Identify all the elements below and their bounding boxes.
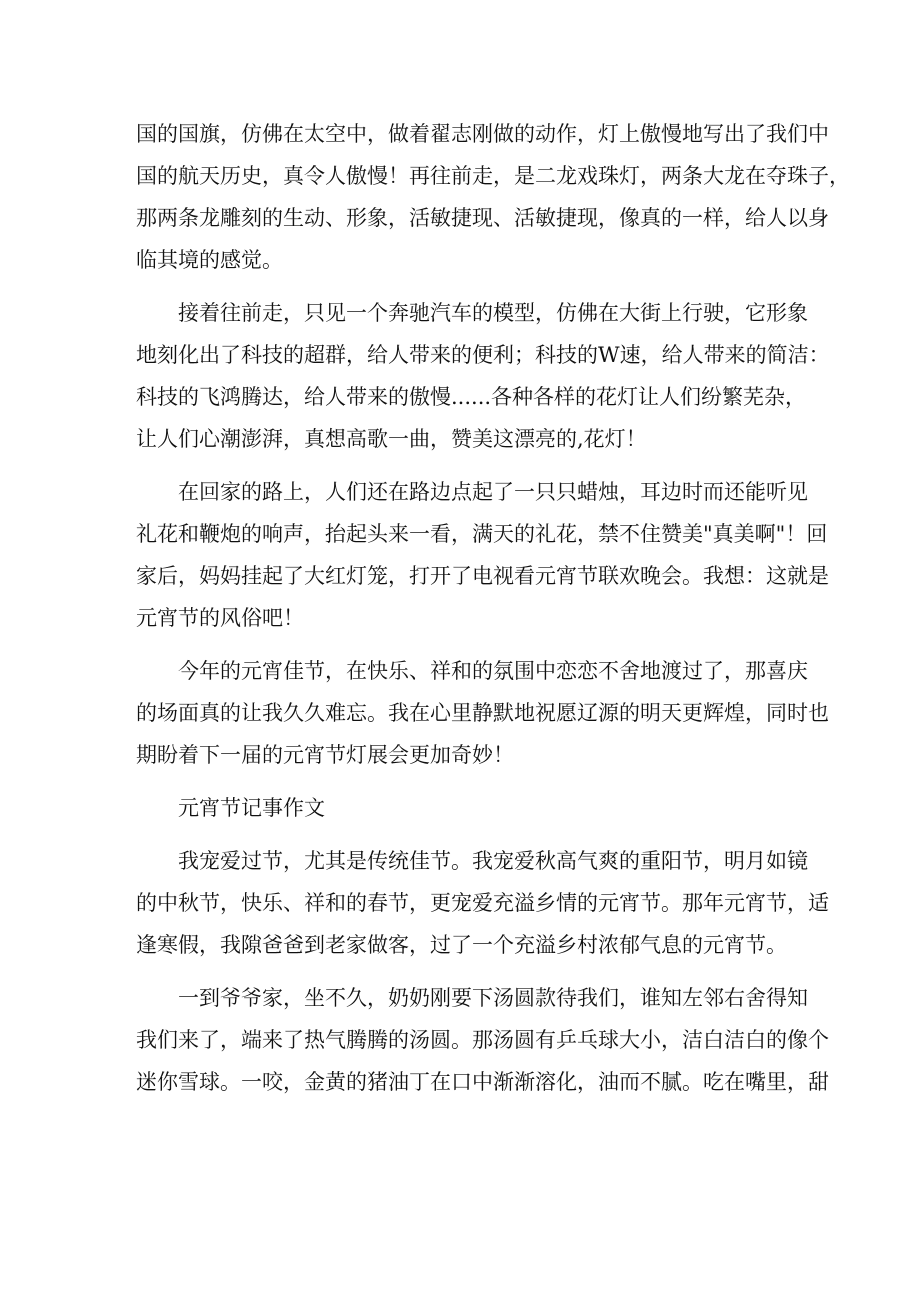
text-line: 科技的飞鸿腾达，给人带来的傲慢......各种各样的花灯让人们纷繁芜杂， — [136, 385, 807, 409]
text-line: 我们来了，端来了热气腾腾的汤圆。那汤圆有乒乓球大小，洁白洁白的像个 — [136, 1028, 829, 1052]
paragraph-national-flag — [136, 113, 850, 281]
text-line: 今年的元宵佳节，在快乐、祥和的氛围中恋恋不舍地渡过了，那喜庆 — [178, 659, 808, 683]
text-line: 逢寒假，我隙爸爸到老家做客，过了一个充溢乡村浓郁气息的元宵节。 — [136, 933, 787, 957]
text-line: 家后，妈妈挂起了大红灯笼，打开了电视看元宵节联欢晚会。我想：这就是 — [136, 564, 829, 588]
text-line: 接着往前走，只见一个奔驰汽车的模型，仿佛在大街上行驶，它形象 — [178, 301, 808, 325]
section-heading — [136, 787, 787, 829]
text-line: 迷你雪球。一咬，金黄的猪油丁在口中渐渐溶化，油而不腻。吃在嘴里，甜 — [136, 1070, 829, 1094]
text-line: 礼花和鞭炮的响声，抬起头来一看，满天的礼花，禁不住赞美"真美啊"！回 — [136, 522, 828, 546]
heading-text: 元宵节记事作文 — [178, 796, 325, 820]
text-line: 国的航天历史，真令人傲慢！再往前走，是二龙戏珠灯，两条大龙在夺珠子， — [136, 164, 850, 188]
text-line: 国的国旗，仿佛在太空中，做着翟志刚做的动作，灯上傲慢地写出了我们中 — [136, 122, 829, 146]
text-line: 在回家的路上，人们还在路边点起了一只只蜡烛，耳边时而还能听见 — [178, 480, 808, 504]
document-body — [136, 113, 850, 1114]
text-line: 元宵节的风俗吧！ — [136, 606, 304, 630]
text-line: 那两条龙雕刻的生动、形象，活敏捷现、活敏捷现，像真的一样，给人以身 — [136, 206, 829, 230]
text-line: 的中秋节，快乐、祥和的春节，更宠爱充溢乡情的元宵节。那年元宵节，适 — [136, 891, 829, 915]
text-line: 期盼着下一届的元宵节灯展会更加奇妙！ — [136, 743, 514, 767]
text-line: 我宠爱过节，尤其是传统佳节。我宠爱秋高气爽的重阳节，明月如镜 — [178, 849, 808, 873]
paragraph-way-home — [136, 471, 829, 639]
paragraph-car-model — [136, 292, 830, 460]
paragraph-this-year — [136, 650, 829, 776]
text-line: 一到爷爷家，坐不久，奶奶刚要下汤圆款待我们，谁知左邻右舍得知 — [178, 986, 808, 1010]
paragraph-grandpa-home — [136, 977, 829, 1103]
text-line: 的场面真的让我久久难忘。我在心里静默地祝愿辽源的明天更辉煌，同时也 — [136, 701, 829, 725]
text-line: 地刻化出了科技的超群，给人带来的便利；科技的W速，给人带来的简洁： — [136, 343, 830, 367]
paragraph-love-festivals — [136, 840, 829, 966]
text-line: 临其境的感觉。 — [136, 248, 283, 272]
text-line: 让人们心潮澎湃，真想高歌一曲，赞美这漂亮的,花灯！ — [136, 427, 647, 451]
